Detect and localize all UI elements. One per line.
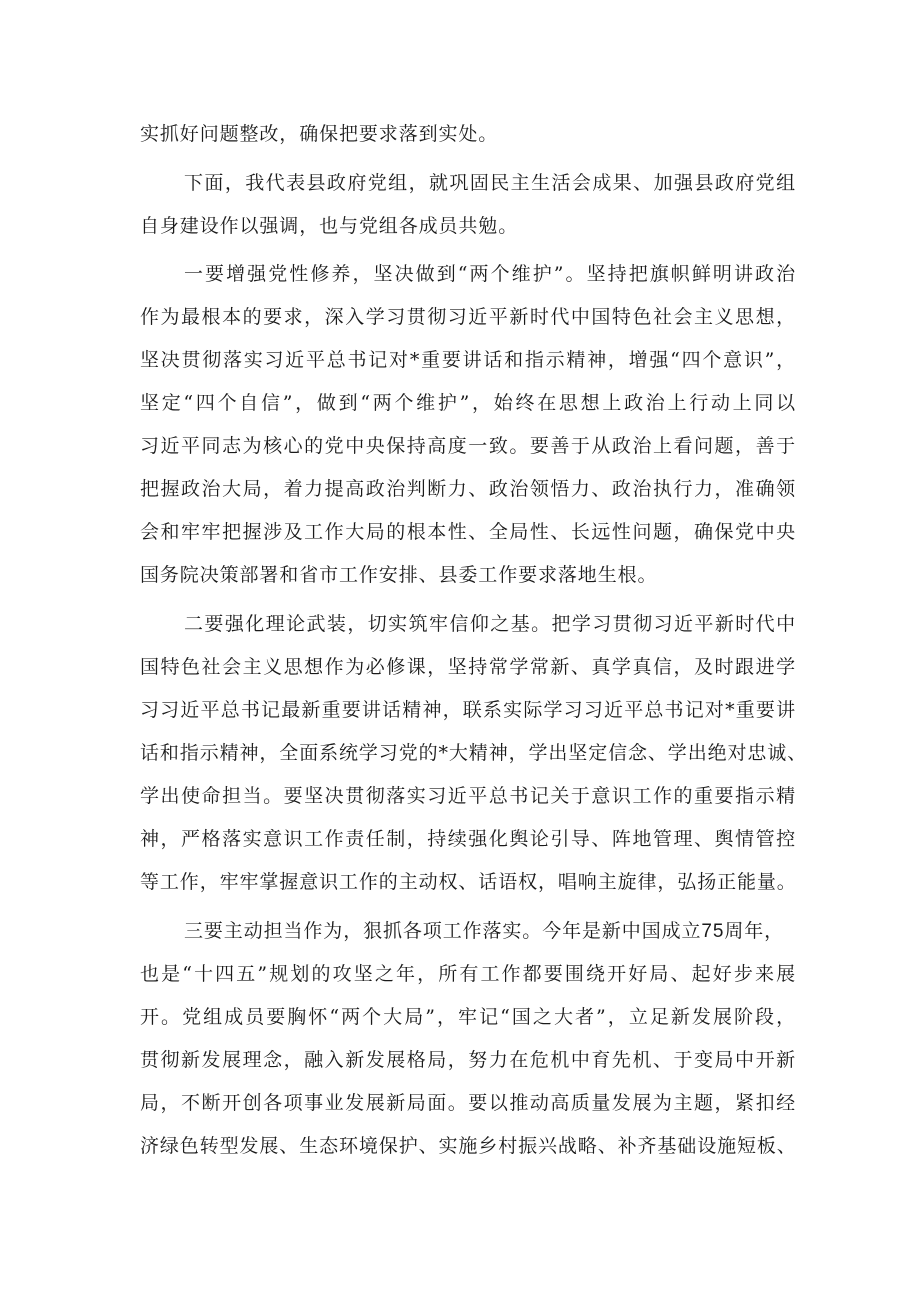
text-line: 开。党组成员要胸怀“两个大局”，牢记“国之大者”，立足新发展阶段， <box>140 1006 796 1028</box>
text-line: 实抓好问题整改，确保把要求落到实处。 <box>140 123 499 145</box>
text-line: 坚决贯彻落实习近平总书记对*重要讲话和指示精神，增强“四个意识”， <box>140 349 796 371</box>
number-75: 75 <box>701 921 725 942</box>
text-line: 神，严格落实意识工作责任制，持续强化舆论引导、阵地管理、舆情管控 <box>140 828 796 850</box>
text-line: 习近平同志为核心的党中央保持高度一致。要善于从政治上看问题，善于 <box>140 435 796 457</box>
text-line: 等工作，牢牢掌握意识工作的主动权、话语权，唱响主旋律，弘扬正能量。 <box>140 871 797 893</box>
text-line: 学出使命担当。要坚决贯彻落实习近平总书记关于意识工作的重要指示精 <box>140 785 796 807</box>
text-line: 坚定“四个自信”，做到“两个维护”，始终在思想上政治上行动上同以 <box>140 392 796 414</box>
text-line: 贯彻新发展理念，融入新发展格局，努力在危机中育先机、于变局中开新 <box>140 1049 796 1071</box>
text-line: 会和牢牢把握涉及工作大局的根本性、全局性、长远性问题，确保党中央 <box>140 521 796 543</box>
text-line: 国特色社会主义思想作为必修课，坚持常学常新、真学真信，及时跟进学 <box>140 656 796 678</box>
text-line: 作为最根本的要求，深入学习贯彻习近平新时代中国特色社会主义思想， <box>140 306 796 328</box>
text-segment: 三要主动担当作为，狠抓各项工作落实。今年是新中国成立 <box>184 920 702 942</box>
text-line: 济绿色转型发展、生态环境保护、实施乡村振兴战略、补齐基础设施短板、 <box>140 1135 797 1157</box>
text-line: 局，不断开创各项事业发展新局面。要以推动高质量发展为主题，紧扣经 <box>140 1092 796 1114</box>
document-body <box>140 123 808 1158</box>
text-line: 下面，我代表县政府党组，就巩固民主生活会成果、加强县政府党组 <box>184 172 796 194</box>
text-line: 也是“十四五”规划的攻坚之年，所有工作都要围绕开好局、起好步来展 <box>140 963 796 985</box>
text-line: 一要增强党性修养，坚决做到“两个维护”。坚持把旗帜鲜明讲政治 <box>184 263 796 285</box>
text-line <box>140 920 796 943</box>
text-segment: 周年， <box>724 920 785 942</box>
text-line: 话和指示精神，全面系统学习党的*大精神，学出坚定信念、学出绝对忠诚、 <box>140 742 808 764</box>
text-line: 习习近平总书记最新重要讲话精神，联系实际学习习近平总书记对*重要讲 <box>140 699 796 721</box>
text-line: 国务院决策部署和省市工作安排、县委工作要求落地生根。 <box>140 564 658 586</box>
text-line: 把握政治大局，着力提高政治判断力、政治领悟力、政治执行力，准确领 <box>140 478 796 500</box>
text-line: 自身建设作以强调，也与党组各成员共勉。 <box>140 215 519 237</box>
text-line: 二要强化理论武装，切实筑牢信仰之基。把学习贯彻习近平新时代中 <box>184 613 796 635</box>
